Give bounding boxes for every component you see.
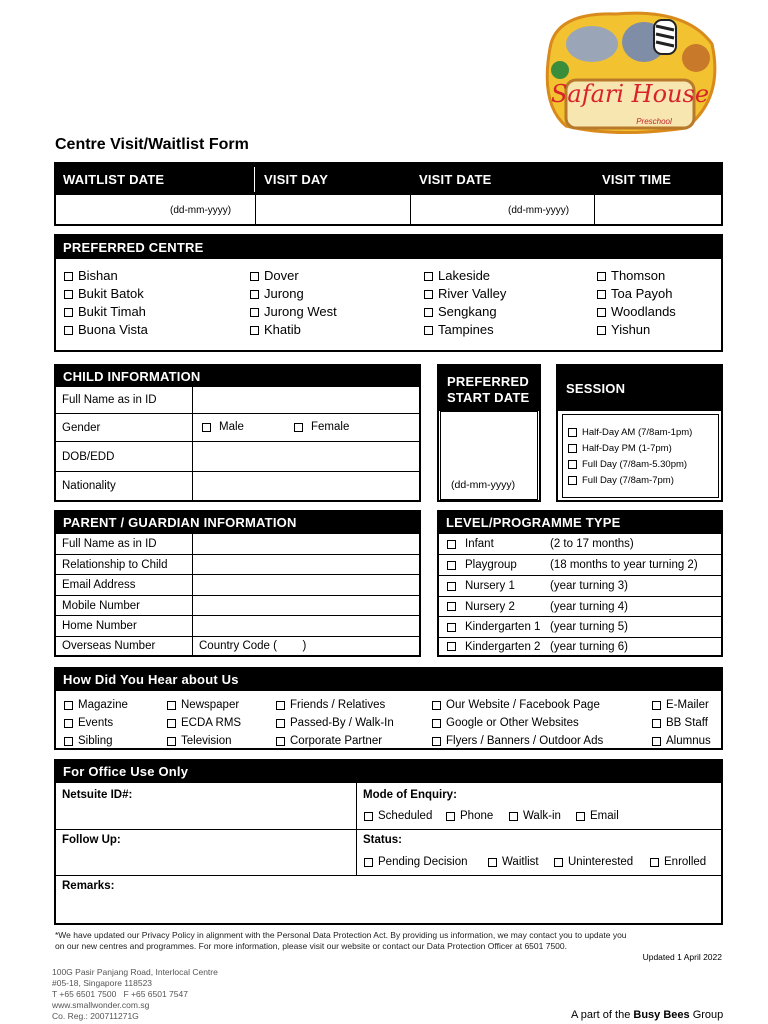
status-waitlist-option[interactable]: Waitlist xyxy=(488,856,539,868)
start-date-field[interactable] xyxy=(440,411,538,500)
source-option[interactable]: Passed-By / Walk-In xyxy=(276,714,394,732)
visit-date-field[interactable] xyxy=(411,195,595,224)
checkbox-icon xyxy=(597,308,606,317)
source-option[interactable]: E-Mailer xyxy=(652,696,711,714)
centre-option[interactable]: Bishan xyxy=(64,267,148,285)
centre-option[interactable]: Jurong xyxy=(250,285,337,303)
centre-option[interactable]: Khatib xyxy=(250,321,337,339)
source-option[interactable]: Newspaper xyxy=(167,696,241,714)
source-option[interactable]: Corporate Partner xyxy=(276,732,394,750)
level-option[interactable]: Kindergarten 2 (year turning 6) xyxy=(439,637,721,655)
session-header: SESSION xyxy=(558,366,721,411)
visit-date-header: VISIT DATE xyxy=(419,172,492,187)
level-option[interactable]: Kindergarten 1 (year turning 5) xyxy=(439,616,721,637)
checkbox-icon xyxy=(509,812,518,821)
privacy-notice: *We have updated our Privacy Policy in alignment with the Personal Data Protection Act. By providing us information, we may contact you to update you on our new centres and programmes. For more information, please visit our website or contact our Data Protection Officer at 6501 7500. xyxy=(55,930,627,951)
status-label: Status: xyxy=(363,834,402,846)
level-programme-header: LEVEL/PROGRAMME TYPE xyxy=(439,512,721,534)
relationship-field[interactable] xyxy=(193,555,419,574)
checkbox-icon xyxy=(568,444,577,453)
how-did-you-hear-header: How Did You Hear about Us xyxy=(56,669,721,691)
parent-row: Mobile Number xyxy=(56,595,419,615)
checkbox-icon xyxy=(597,290,606,299)
checkbox-icon xyxy=(364,812,373,821)
checkbox-icon xyxy=(424,272,433,281)
checkbox-icon xyxy=(167,701,176,710)
status-enrolled-option[interactable]: Enrolled xyxy=(650,856,706,868)
country-code-field[interactable]: Country Code ( ) xyxy=(199,640,307,652)
company-address: 100G Pasir Panjang Road, Interlocal Centre #05-18, Singapore 118523 T +65 6501 7500 F +65 6501 7547 www.smallwonder.com.sg Co. Reg.: 200711271G xyxy=(52,967,218,1021)
checkbox-icon xyxy=(250,290,259,299)
parent-guardian-section xyxy=(54,510,421,657)
checkbox-icon xyxy=(364,858,373,867)
checkbox-icon xyxy=(597,326,606,335)
mobile-field[interactable] xyxy=(193,596,419,615)
centre-option[interactable]: Buona Vista xyxy=(64,321,148,339)
mode-scheduled-option[interactable]: Scheduled xyxy=(364,810,432,822)
mode-of-enquiry-label: Mode of Enquiry: xyxy=(363,789,457,801)
parent-row: Relationship to Child xyxy=(56,554,419,574)
checkbox-icon xyxy=(568,476,577,485)
level-option[interactable]: Playgroup (18 months to year turning 2) xyxy=(439,554,721,575)
date-format-hint: (dd-mm-yyyy) xyxy=(170,205,232,216)
visit-time-field[interactable] xyxy=(595,195,721,224)
nationality-field[interactable] xyxy=(193,472,419,500)
dob-field[interactable] xyxy=(193,442,419,471)
checkbox-icon xyxy=(250,326,259,335)
parent-name-field[interactable] xyxy=(193,534,419,554)
busy-bees-brand: Busy Bees xyxy=(633,1009,690,1021)
source-option[interactable]: BB Staff xyxy=(652,714,711,732)
svg-text:Safari House: Safari House xyxy=(550,80,710,108)
checkbox-icon xyxy=(432,701,441,710)
source-option[interactable]: Television xyxy=(167,732,241,750)
checkbox-icon xyxy=(432,737,441,746)
level-option[interactable]: Infant (2 to 17 months) xyxy=(439,534,721,554)
checkbox-icon xyxy=(294,423,303,432)
centre-option[interactable]: Bukit Batok xyxy=(64,285,148,303)
gender-female-option[interactable]: Female xyxy=(294,421,349,433)
source-option[interactable]: Magazine xyxy=(64,696,128,714)
source-option[interactable]: ECDA RMS xyxy=(167,714,241,732)
child-name-row: Full Name as in ID xyxy=(56,387,419,413)
centre-option[interactable]: Tampines xyxy=(424,321,506,339)
checkbox-icon xyxy=(64,326,73,335)
level-option[interactable]: Nursery 2 (year turning 4) xyxy=(439,596,721,616)
form-title: Centre Visit/Waitlist Form xyxy=(55,136,249,153)
visit-day-header: VISIT DAY xyxy=(264,172,329,187)
checkbox-icon xyxy=(447,623,456,632)
centre-option[interactable]: River Valley xyxy=(424,285,506,303)
mode-email-option[interactable]: Email xyxy=(576,810,619,822)
centre-option[interactable]: Lakeside xyxy=(424,267,506,285)
mode-walk-in-option[interactable]: Walk-in xyxy=(509,810,561,822)
status-uninterested-option[interactable]: Uninterested xyxy=(554,856,633,868)
status-pending-option[interactable]: Pending Decision xyxy=(364,856,468,868)
session-option[interactable]: Half-Day AM (7/8am-1pm) xyxy=(568,424,718,440)
session-option[interactable]: Full Day (7/8am-5.30pm) xyxy=(568,456,718,472)
email-field[interactable] xyxy=(193,575,419,595)
checkbox-icon xyxy=(447,561,456,570)
checkbox-icon xyxy=(167,737,176,746)
gender-male-option[interactable]: Male xyxy=(202,421,244,433)
source-option[interactable]: Sibling xyxy=(64,732,128,750)
checkbox-icon xyxy=(652,737,661,746)
checkbox-icon xyxy=(424,326,433,335)
group-tagline: A part of the Busy Bees Group xyxy=(571,1009,724,1021)
how-did-you-hear-section xyxy=(54,667,723,750)
checkbox-icon xyxy=(652,719,661,728)
centre-option[interactable]: Toa Payoh xyxy=(597,285,676,303)
checkbox-icon xyxy=(652,701,661,710)
checkbox-icon xyxy=(568,428,577,437)
source-option[interactable]: Alumnus xyxy=(652,732,711,750)
child-name-field[interactable] xyxy=(193,387,419,413)
checkbox-icon xyxy=(424,290,433,299)
date-format-hint: (dd-mm-yyyy) xyxy=(451,479,516,491)
centre-option[interactable]: Dover xyxy=(250,267,337,285)
waitlist-date-header: WAITLIST DATE xyxy=(63,172,165,187)
checkbox-icon xyxy=(64,290,73,299)
follow-up-label: Follow Up: xyxy=(62,834,121,846)
checkbox-icon xyxy=(64,308,73,317)
checkbox-icon xyxy=(167,719,176,728)
visit-section xyxy=(54,162,723,226)
centre-option[interactable]: Sengkang xyxy=(424,303,506,321)
parent-row: Home Number xyxy=(56,615,419,636)
checkbox-icon xyxy=(447,540,456,549)
safari-house-logo xyxy=(536,8,724,136)
preferred-centre-section xyxy=(54,234,723,352)
checkbox-icon xyxy=(250,308,259,317)
office-use-header: For Office Use Only xyxy=(56,761,721,783)
centre-option[interactable]: Woodlands xyxy=(597,303,676,321)
visit-day-field[interactable] xyxy=(256,195,411,224)
centre-option[interactable]: Jurong West xyxy=(250,303,337,321)
preferred-start-date-section xyxy=(437,364,541,502)
gender-row: Gender Male Female xyxy=(56,413,419,441)
source-option[interactable]: Events xyxy=(64,714,128,732)
level-programme-section xyxy=(437,510,723,657)
checkbox-icon xyxy=(276,737,285,746)
checkbox-icon xyxy=(64,272,73,281)
centre-option[interactable]: Bukit Timah xyxy=(64,303,148,321)
visit-time-header: VISIT TIME xyxy=(602,172,672,187)
checkbox-icon xyxy=(488,858,497,867)
parent-row: Overseas Number Country Code ( ) xyxy=(56,636,419,655)
source-option[interactable]: Google or Other Websites xyxy=(432,714,603,732)
follow-up-field[interactable] xyxy=(56,830,356,875)
checkbox-icon xyxy=(446,812,455,821)
parent-guardian-header: PARENT / GUARDIAN INFORMATION xyxy=(56,512,419,534)
level-option[interactable]: Nursery 1 (year turning 3) xyxy=(439,575,721,596)
checkbox-icon xyxy=(276,719,285,728)
checkbox-icon xyxy=(250,272,259,281)
checkbox-icon xyxy=(424,308,433,317)
checkbox-icon xyxy=(64,737,73,746)
child-information-section xyxy=(54,364,421,502)
session-section xyxy=(556,364,723,502)
centre-option[interactable]: Thomson xyxy=(597,267,676,285)
svg-text:Preschool: Preschool xyxy=(636,117,672,126)
session-option[interactable]: Half-Day PM (1-7pm) xyxy=(568,440,718,456)
netsuite-id-field[interactable] xyxy=(56,783,356,829)
checkbox-icon xyxy=(447,642,456,651)
source-option[interactable]: Friends / Relatives xyxy=(276,696,394,714)
netsuite-id-label: Netsuite ID#: xyxy=(62,789,133,801)
date-format-hint: (dd-mm-yyyy) xyxy=(508,205,570,216)
checkbox-icon xyxy=(650,858,659,867)
checkbox-icon xyxy=(568,460,577,469)
parent-row: Email Address xyxy=(56,574,419,595)
centre-option[interactable]: Yishun xyxy=(597,321,676,339)
remarks-label: Remarks: xyxy=(62,880,115,892)
visit-header-row xyxy=(56,164,721,195)
checkbox-icon xyxy=(554,858,563,867)
source-option[interactable]: Our Website / Facebook Page xyxy=(432,696,603,714)
preferred-centre-header: PREFERRED CENTRE xyxy=(56,236,721,259)
checkbox-icon xyxy=(202,423,211,432)
updated-date: Updated 1 April 2022 xyxy=(642,952,722,962)
dob-row: DOB/EDD xyxy=(56,441,419,471)
nationality-row: Nationality xyxy=(56,471,419,500)
session-option[interactable]: Full Day (7/8am-7pm) xyxy=(568,472,718,488)
preferred-start-date-header: PREFERRED START DATE xyxy=(439,366,539,411)
checkbox-icon xyxy=(64,719,73,728)
checkbox-icon xyxy=(576,812,585,821)
source-option[interactable]: Flyers / Banners / Outdoor Ads xyxy=(432,732,603,750)
checkbox-icon xyxy=(432,719,441,728)
checkbox-icon xyxy=(64,701,73,710)
remarks-field[interactable] xyxy=(56,876,721,923)
waitlist-date-field[interactable] xyxy=(56,195,256,224)
office-use-section xyxy=(54,759,723,925)
checkbox-icon xyxy=(597,272,606,281)
child-information-header: CHILD INFORMATION xyxy=(56,366,419,387)
checkbox-icon xyxy=(276,701,285,710)
checkbox-icon xyxy=(447,602,456,611)
mode-phone-option[interactable]: Phone xyxy=(446,810,493,822)
home-number-field[interactable] xyxy=(193,616,419,636)
parent-row: Full Name as in ID xyxy=(56,534,419,554)
checkbox-icon xyxy=(447,582,456,591)
